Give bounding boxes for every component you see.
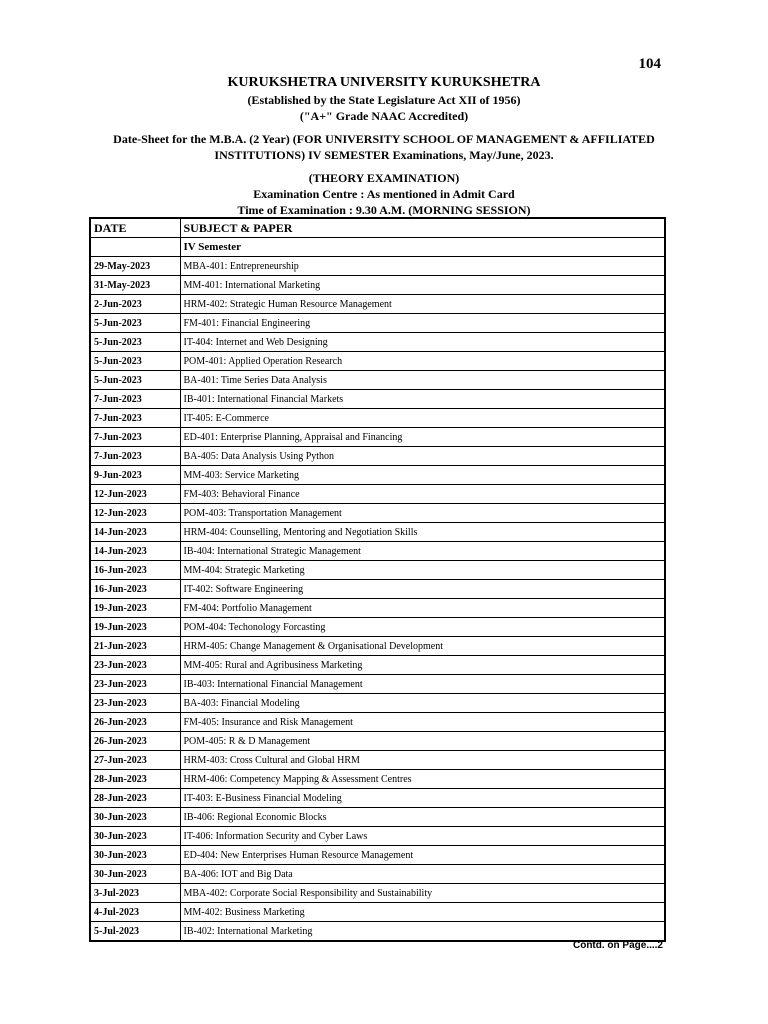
university-name: KURUKSHETRA UNIVERSITY KURUKSHETRA bbox=[227, 75, 541, 90]
table-row bbox=[90, 694, 665, 713]
subject-paper: FM-404: Portfolio Management bbox=[180, 599, 665, 618]
table-header-row bbox=[90, 218, 665, 238]
subject-paper: POM-403: Transportation Management bbox=[180, 504, 665, 523]
exam-date: 7-Jun-2023 bbox=[90, 390, 180, 409]
table-row bbox=[90, 865, 665, 884]
table-row bbox=[90, 542, 665, 561]
table-row bbox=[90, 618, 665, 637]
exam-date: 2-Jun-2023 bbox=[90, 295, 180, 314]
subject-paper: IT-406: Information Security and Cyber Laws bbox=[180, 827, 665, 846]
table-row bbox=[90, 466, 665, 485]
subject-paper: ED-404: New Enterprises Human Resource Management bbox=[180, 846, 665, 865]
exam-date: 9-Jun-2023 bbox=[90, 466, 180, 485]
exam-date: 14-Jun-2023 bbox=[90, 523, 180, 542]
exam-date: 12-Jun-2023 bbox=[90, 504, 180, 523]
subject-paper: ED-401: Enterprise Planning, Appraisal and Financing bbox=[180, 428, 665, 447]
subject-paper: BA-405: Data Analysis Using Python bbox=[180, 447, 665, 466]
exam-date: 30-Jun-2023 bbox=[90, 865, 180, 884]
column-header-date: DATE bbox=[90, 218, 180, 238]
table-row bbox=[90, 903, 665, 922]
datesheet-table bbox=[89, 217, 666, 942]
table-row bbox=[90, 637, 665, 656]
table-row bbox=[90, 314, 665, 333]
subject-paper: BA-406: IOT and Big Data bbox=[180, 865, 665, 884]
table-row bbox=[90, 295, 665, 314]
subject-paper: MBA-401: Entrepreneurship bbox=[180, 257, 665, 276]
subject-paper: HRM-403: Cross Cultural and Global HRM bbox=[180, 751, 665, 770]
table-row bbox=[90, 846, 665, 865]
subject-paper: MM-403: Service Marketing bbox=[180, 466, 665, 485]
subject-paper: MM-404: Strategic Marketing bbox=[180, 561, 665, 580]
subject-paper: HRM-402: Strategic Human Resource Management bbox=[180, 295, 665, 314]
exam-date: 5-Jun-2023 bbox=[90, 314, 180, 333]
subject-paper: MBA-402: Corporate Social Responsibility and Sustainability bbox=[180, 884, 665, 903]
semester-label: IV Semester bbox=[180, 238, 665, 257]
subject-paper: MM-405: Rural and Agribusiness Marketing bbox=[180, 656, 665, 675]
exam-date: 7-Jun-2023 bbox=[90, 447, 180, 466]
subject-paper: IB-406: Regional Economic Blocks bbox=[180, 808, 665, 827]
table-row bbox=[90, 276, 665, 295]
exam-date: 14-Jun-2023 bbox=[90, 542, 180, 561]
subject-paper: POM-401: Applied Operation Research bbox=[180, 352, 665, 371]
table-row bbox=[90, 561, 665, 580]
exam-date: 23-Jun-2023 bbox=[90, 656, 180, 675]
exam-date: 31-May-2023 bbox=[90, 276, 180, 295]
semester-row bbox=[90, 238, 665, 257]
table-row bbox=[90, 599, 665, 618]
table-row bbox=[90, 656, 665, 675]
subject-paper: HRM-405: Change Management & Organisational Development bbox=[180, 637, 665, 656]
exam-date: 26-Jun-2023 bbox=[90, 732, 180, 751]
subject-paper: POM-405: R & D Management bbox=[180, 732, 665, 751]
exam-date: 19-Jun-2023 bbox=[90, 618, 180, 637]
column-header-subject: SUBJECT & PAPER bbox=[180, 218, 665, 238]
exam-date: 23-Jun-2023 bbox=[90, 675, 180, 694]
exam-date: 4-Jul-2023 bbox=[90, 903, 180, 922]
subject-paper: IB-401: International Financial Markets bbox=[180, 390, 665, 409]
semester-date-cell bbox=[90, 238, 180, 257]
exam-date: 21-Jun-2023 bbox=[90, 637, 180, 656]
subject-paper: FM-403: Behavioral Finance bbox=[180, 485, 665, 504]
establishment-note: (Established by the State Legislature Act XII of 1956) bbox=[247, 93, 521, 107]
subject-paper: IB-402: International Marketing bbox=[180, 922, 665, 942]
subject-paper: HRM-406: Competency Mapping & Assessment Centres bbox=[180, 770, 665, 789]
table-row bbox=[90, 732, 665, 751]
exam-date: 28-Jun-2023 bbox=[90, 789, 180, 808]
table-row bbox=[90, 333, 665, 352]
exam-date: 3-Jul-2023 bbox=[90, 884, 180, 903]
subject-paper: IB-403: International Financial Management bbox=[180, 675, 665, 694]
table-row bbox=[90, 447, 665, 466]
exam-date: 12-Jun-2023 bbox=[90, 485, 180, 504]
exam-time: Time of Examination : 9.30 A.M. (MORNING SESSION) bbox=[237, 203, 531, 217]
exam-date: 23-Jun-2023 bbox=[90, 694, 180, 713]
table-row bbox=[90, 789, 665, 808]
exam-date: 7-Jun-2023 bbox=[90, 409, 180, 428]
table-row bbox=[90, 257, 665, 276]
continued-note: Contd. on Page....2 bbox=[572, 940, 663, 951]
datesheet-title-line-2: INSTITUTIONS) IV SEMESTER Examinations, May/June, 2023. bbox=[214, 148, 554, 162]
subject-paper: BA-403: Financial Modeling bbox=[180, 694, 665, 713]
table-row bbox=[90, 523, 665, 542]
table-row bbox=[90, 352, 665, 371]
subject-paper: IT-402: Software Engineering bbox=[180, 580, 665, 599]
exam-date: 5-Jun-2023 bbox=[90, 333, 180, 352]
exam-date: 30-Jun-2023 bbox=[90, 846, 180, 865]
subject-paper: FM-405: Insurance and Risk Management bbox=[180, 713, 665, 732]
exam-date: 7-Jun-2023 bbox=[90, 428, 180, 447]
exam-date: 16-Jun-2023 bbox=[90, 580, 180, 599]
table-row bbox=[90, 751, 665, 770]
table-row bbox=[90, 922, 665, 942]
table-row bbox=[90, 675, 665, 694]
exam-date: 5-Jul-2023 bbox=[90, 922, 180, 942]
exam-date: 5-Jun-2023 bbox=[90, 371, 180, 390]
subject-paper: POM-404: Techonology Forcasting bbox=[180, 618, 665, 637]
table-row bbox=[90, 713, 665, 732]
subject-paper: MM-402: Business Marketing bbox=[180, 903, 665, 922]
subject-paper: IT-404: Internet and Web Designing bbox=[180, 333, 665, 352]
table-row bbox=[90, 409, 665, 428]
exam-date: 30-Jun-2023 bbox=[90, 808, 180, 827]
exam-date: 27-Jun-2023 bbox=[90, 751, 180, 770]
table-row bbox=[90, 428, 665, 447]
subject-paper: IT-405: E-Commerce bbox=[180, 409, 665, 428]
subject-paper: MM-401: International Marketing bbox=[180, 276, 665, 295]
exam-date: 26-Jun-2023 bbox=[90, 713, 180, 732]
table-row bbox=[90, 371, 665, 390]
exam-date: 29-May-2023 bbox=[90, 257, 180, 276]
exam-type: (THEORY EXAMINATION) bbox=[308, 171, 460, 185]
naac-grade: ("A+" Grade NAAC Accredited) bbox=[299, 109, 469, 123]
datesheet-title-line-1: Date-Sheet for the M.B.A. (2 Year) (FOR UNIVERSITY SCHOOL OF MANAGEMENT & AFFILIATED bbox=[113, 132, 655, 146]
subject-paper: IT-403: E-Business Financial Modeling bbox=[180, 789, 665, 808]
table-row bbox=[90, 485, 665, 504]
exam-date: 16-Jun-2023 bbox=[90, 561, 180, 580]
document-header bbox=[0, 74, 768, 218]
exam-date: 30-Jun-2023 bbox=[90, 827, 180, 846]
table-row bbox=[90, 808, 665, 827]
table-row bbox=[90, 580, 665, 599]
table-row bbox=[90, 504, 665, 523]
table-row bbox=[90, 827, 665, 846]
exam-date: 19-Jun-2023 bbox=[90, 599, 180, 618]
exam-centre: Examination Centre : As mentioned in Admit Card bbox=[253, 187, 515, 201]
page-number: 104 bbox=[638, 56, 661, 72]
subject-paper: IB-404: International Strategic Management bbox=[180, 542, 665, 561]
table-row bbox=[90, 770, 665, 789]
subject-paper: BA-401: Time Series Data Analysis bbox=[180, 371, 665, 390]
exam-date: 28-Jun-2023 bbox=[90, 770, 180, 789]
table-row bbox=[90, 390, 665, 409]
subject-paper: HRM-404: Counselling, Mentoring and Negotiation Skills bbox=[180, 523, 665, 542]
exam-date: 5-Jun-2023 bbox=[90, 352, 180, 371]
table-row bbox=[90, 884, 665, 903]
subject-paper: FM-401: Financial Engineering bbox=[180, 314, 665, 333]
